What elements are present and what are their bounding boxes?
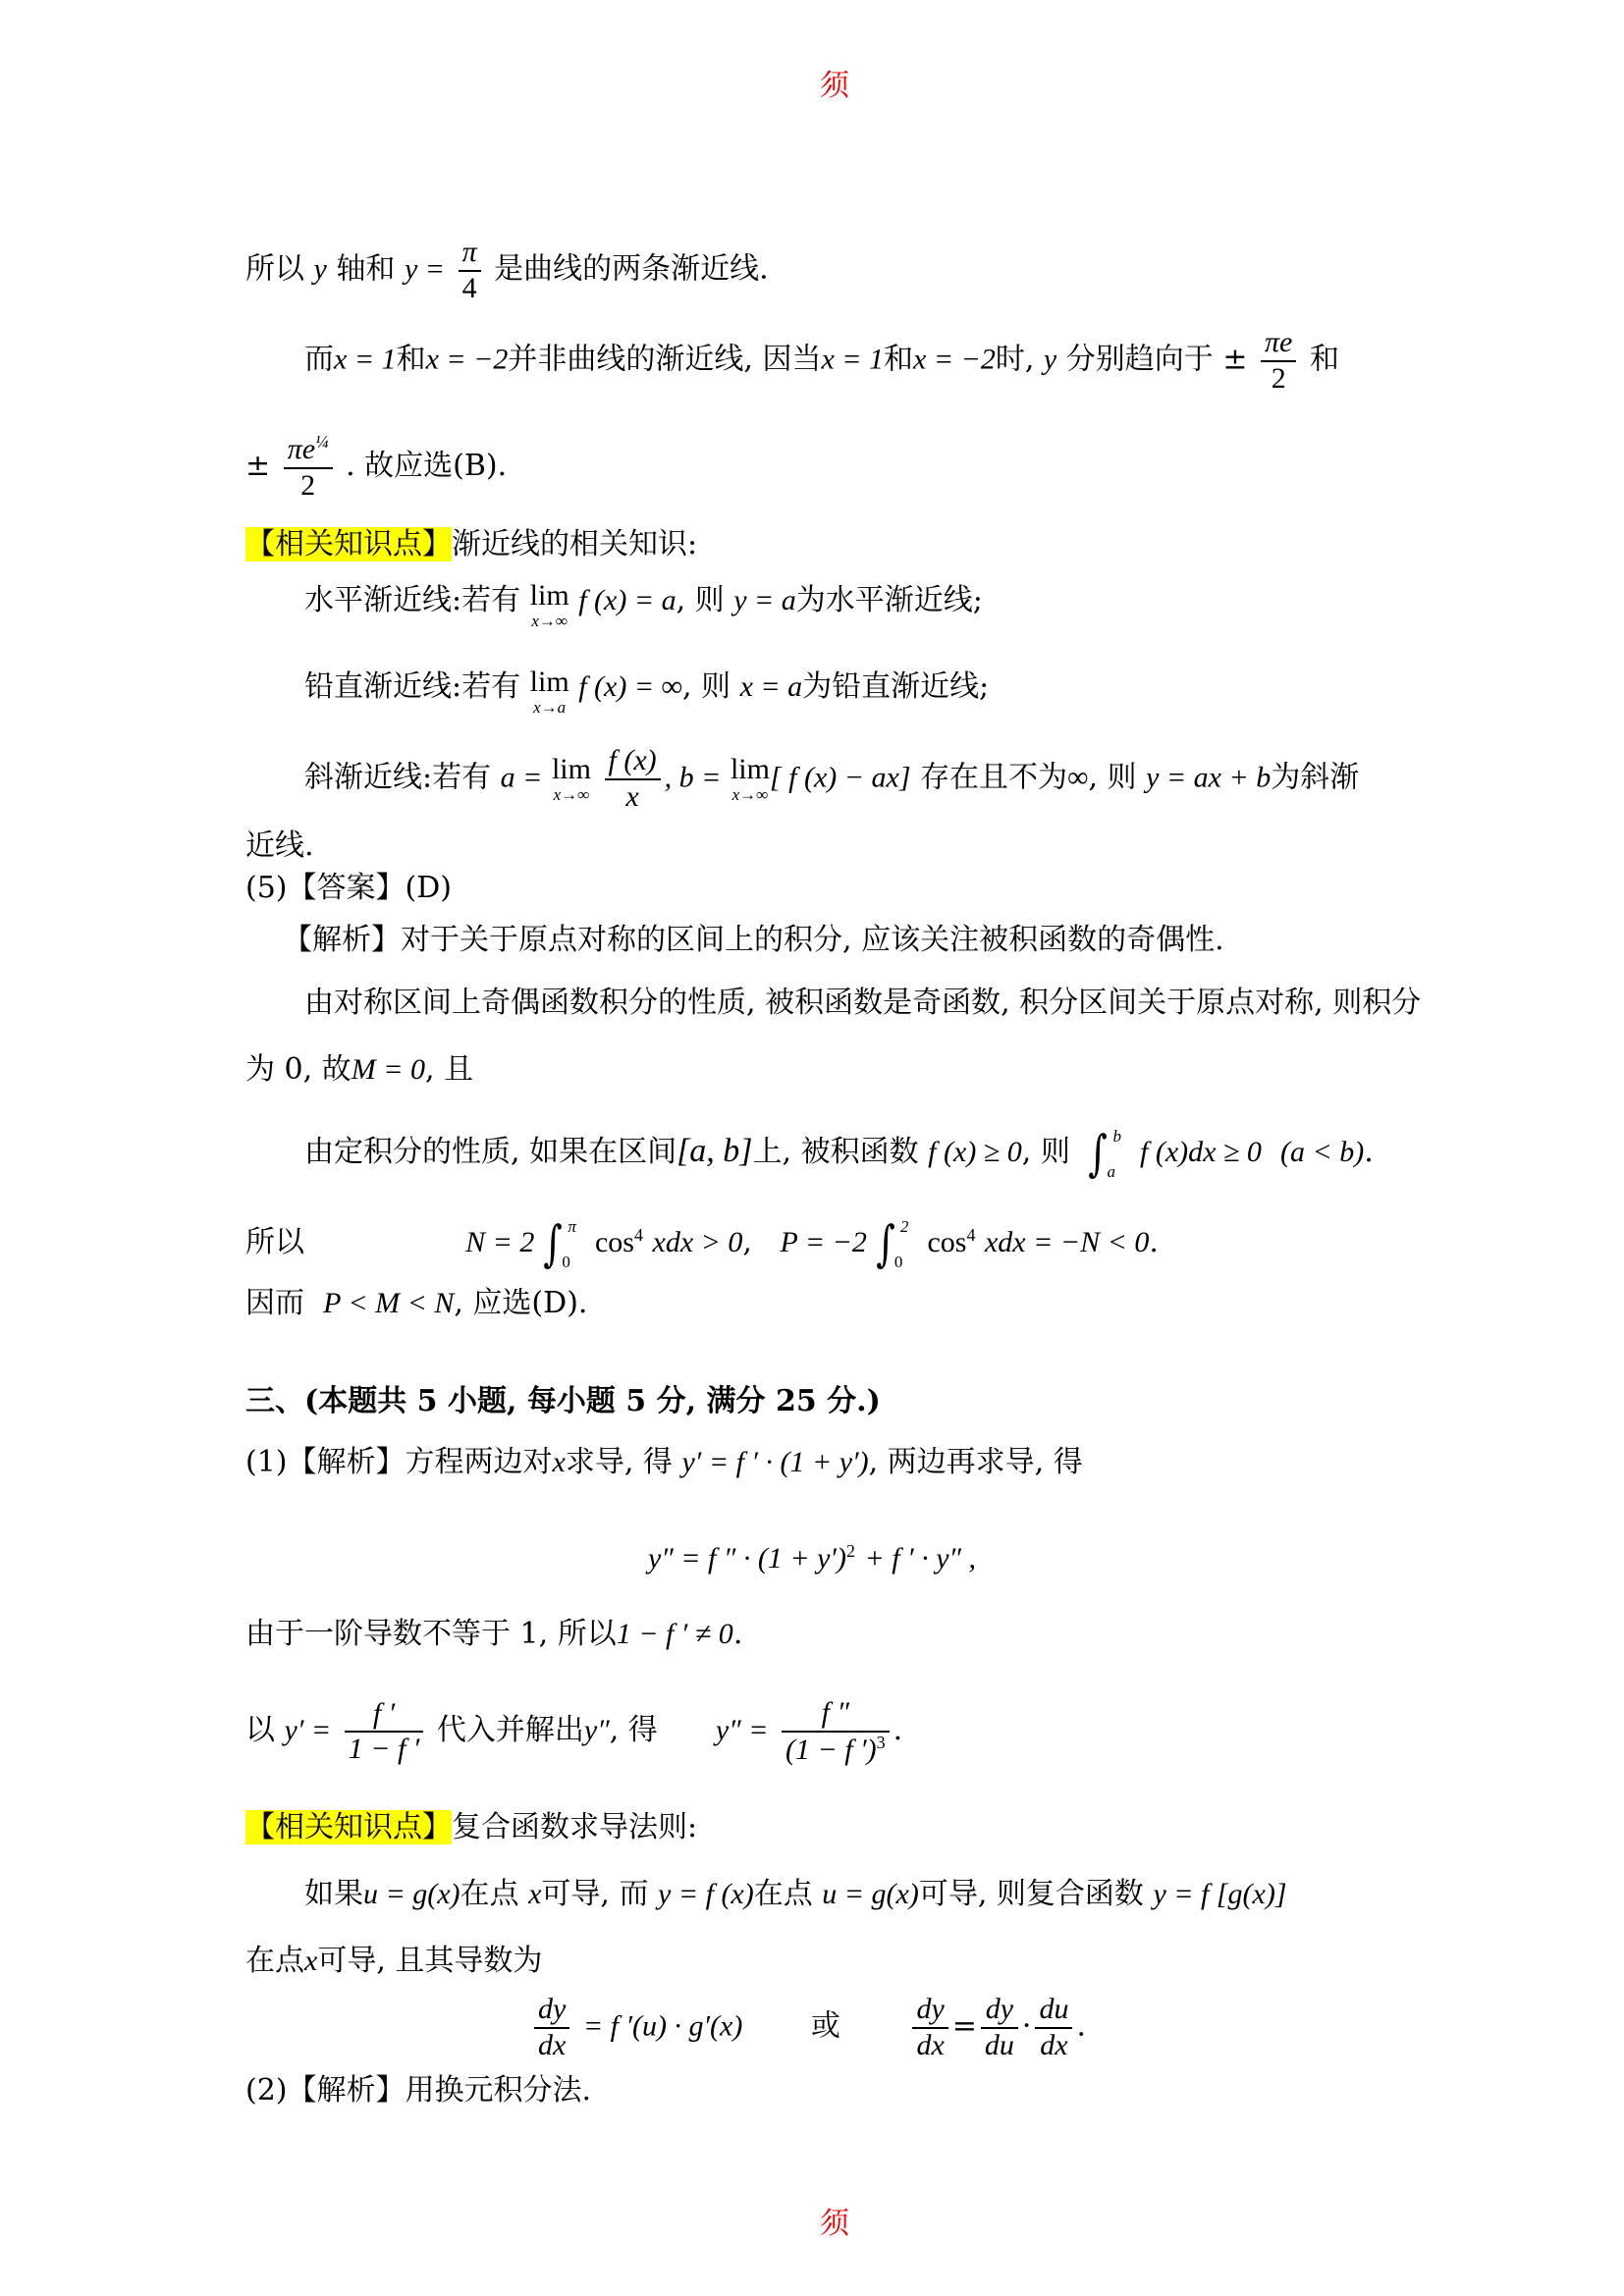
q5-integral-property: 由定积分的性质, 如果在区间[a, b]上, 被积函数 f (x) ≥ 0, 则 ∫ b a f (x)dx ≥ 0 (a < b). <box>304 1125 1374 1182</box>
knowledge-tag: 【相关知识点】 <box>245 1810 452 1844</box>
asymptote-conclusion: 所以 y 轴和 y = $\frac{\pi}{4}$ 是曲线的两条渐近线. <box>245 236 769 304</box>
oblique-asymptote-rule: 斜渐近线:若有 a = lim x→∞ $\frac{f (x)}{x}$ , b = lim x→∞ [ f (x) − ax] 存在且不为∞, 则 y = ax + b为斜渐 <box>304 744 1360 813</box>
q5-analysis: 【解析】对于关于原点对称的区间上的积分, 应该关注被积函数的奇偶性. <box>283 923 1224 957</box>
q3-1-solution: 以 y′ = $\frac{f '}{1 - f '}$ 代入并解出y″, 得 y″ = $\frac{f ''}{(1 - f ')^3}$ . <box>245 1696 903 1766</box>
knowledge-heading-asymptote: 【相关知识点】渐近线的相关知识: <box>245 527 698 561</box>
non-asymptote-explanation: 而x = 1和x = −2并非曲线的渐近线, 因当x = 1和x = −2时, y 分别趋向于 ± $\frac{\pi e}{2}$ 和 <box>304 326 1339 395</box>
knowledge-heading-chain-rule: 【相关知识点】复合函数求导法则: <box>245 1810 698 1844</box>
page-header-mark: 须 <box>820 69 849 103</box>
integral-sign: ∫ <box>543 1215 564 1272</box>
chain-rule-formula: $\frac{dy}{dx}$ = f ′(u) · g′(x) 或 $\frac{dy}{dx}$ = $\frac{dy}{du}$ · $\frac{du}{dx}$ . <box>530 1993 1086 2062</box>
q5-symmetric-property: 由对称区间上奇偶函数积分的性质, 被积函数是奇函数, 积分区间关于原点对称, 则积分 <box>304 986 1422 1020</box>
knowledge-tag: 【相关知识点】 <box>245 527 452 561</box>
vertical-asymptote-rule: 铅直渐近线:若有 lim x→a f (x) = ∞, 则 x = a为铅直渐近线; <box>304 666 990 717</box>
chain-rule-cont: 在点x可导, 且其导数为 <box>245 1944 543 1978</box>
q5-conclusion: 因而 P < M < N, 应选(D). <box>245 1286 588 1320</box>
horizontal-asymptote-rule: 水平渐近线:若有 lim x→∞ f (x) = a, 则 y = a为水平渐近线; <box>304 579 983 630</box>
q3-1-analysis: (1)【解析】方程两边对x求导, 得 y′ = f ′ · (1 + y′), 两边再求导, 得 <box>245 1445 1083 1479</box>
q3-1-nonzero: 由于一阶导数不等于 1, 所以1 − f ′ ≠ 0. <box>245 1617 743 1651</box>
q5-answer: (5)【答案】(D) <box>245 871 452 905</box>
q3-1-second-derivative: y″ = f ″ · $(1 + y')^2 + f$ ′ · y″ , <box>648 1541 976 1575</box>
chain-rule-statement: 如果u = g(x)在点 x可导, 而 y = f (x)在点 u = g(x)可导, 则复合函数 y = f [g(x)] <box>304 1877 1287 1911</box>
integral-sign: ∫ <box>1088 1125 1109 1182</box>
page-footer-mark: 须 <box>820 2207 849 2241</box>
section-3-title: 三、(本题共 5 小题, 每小题 5 分, 满分 25 分.) <box>245 1384 881 1418</box>
q3-2-analysis: (2)【解析】用换元积分法. <box>245 2073 592 2108</box>
answer-b-line: ± $\frac{\pi e^{\frac{1}{4}}}{2}$ . 故应选(B). <box>245 432 508 502</box>
integral-sign: ∫ <box>876 1215 895 1272</box>
q5-np-values: 所以 N = 2 ∫ π 0 $\cos^4$ xdx > 0, P = −2 ∫ 2 0 $\cos^4$ xdx = −N < 0. <box>245 1215 1159 1272</box>
q5-m-zero: 为 0, 故M = 0, 且 <box>245 1052 474 1087</box>
oblique-asymptote-cont: 近线. <box>245 828 314 863</box>
